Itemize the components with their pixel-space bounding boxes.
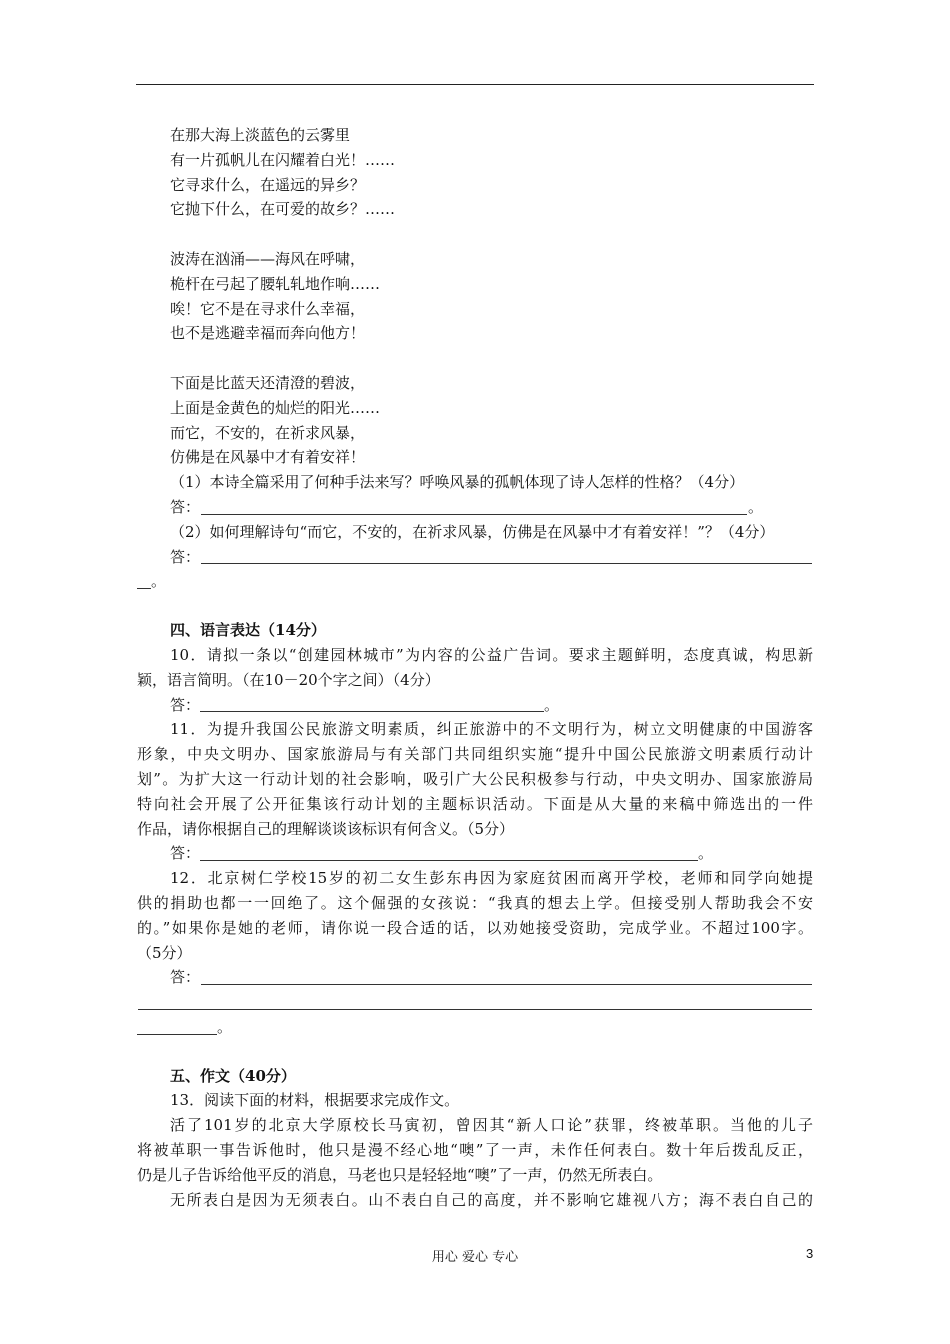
material-text: 仍是儿子告诉给他平反的消息，马老也只是轻轻地“噢”了一声，仍然无所表白。	[137, 1165, 663, 1184]
q10-text: 颖，语言简明。（在10－20个字之间）（4分）	[137, 670, 440, 689]
question-2-answer-cont	[137, 569, 813, 594]
q12-answer-cont	[137, 1015, 813, 1040]
question-2-text: （2）如何理解诗句“而它，不安的，在祈求风暴，仿佛是在风暴中才有着安祥！”？（4分）	[170, 522, 775, 541]
answer-end: 。	[698, 844, 714, 863]
material-text: 无所表白是因为无须表白。山不表白自己的高度，并不影响它雄视八方；海不表白自己的	[170, 1190, 813, 1209]
footer-text: 用心 爱心 专心	[431, 1250, 519, 1265]
answer-label: 答：	[170, 844, 201, 863]
q12-text: 12．北京树仁学校15岁的初二女生彭东冉因为家庭贫困而离开学校，老师和同学向她提	[170, 869, 813, 888]
poem-line: 而它，不安的，在祈求风暴，	[170, 423, 366, 442]
q12-answer	[137, 965, 813, 990]
poem-line: 有一片孤帆儿在闪耀着白光！……	[170, 150, 396, 169]
answer-end: 。	[151, 572, 167, 591]
poem-line: 桅杆在弓起了腰轧轧地作响……	[170, 274, 381, 293]
poem-line: 仿佛是在风暴中才有着安祥！	[170, 448, 366, 467]
q12-answer-cont	[137, 990, 813, 1015]
answer-end: 。	[544, 695, 560, 714]
q13-text: 13．阅读下面的材料，根据要求完成作文。	[170, 1091, 460, 1110]
answer-blank[interactable]	[201, 498, 747, 515]
poem-line: 唉！它不是在寻求什么幸福，	[170, 299, 366, 318]
answer-label: 答：	[170, 497, 201, 516]
q11-text: 形象，中央文明办、国家旅游局与有关部门共同组织实施“提升中国公民旅游文明素质行动计	[137, 745, 813, 764]
answer-blank[interactable]	[200, 695, 544, 712]
question-1-text: （1）本诗全篇采用了何种手法来写？呼唤风暴的孤帆体现了诗人怎样的性格？（4分）	[170, 473, 745, 492]
q10-text: 10．请拟一条以“创建园林城市”为内容的公益广告词。要求主题鲜明，态度真诚，构思新	[170, 645, 813, 664]
poem-line: 它抛下什么，在可爱的故乡？……	[170, 200, 396, 219]
q12-text: 的。”如果你是她的老师，请你说一段合适的话，以劝她接受资助，完成学业。不超过100字。	[137, 918, 813, 937]
q12-text: （5分）	[137, 943, 192, 962]
material-text: 活了101岁的北京大学原校长马寅初，曾因其“新人口论”获罪，终被革职。当他的儿子	[170, 1116, 813, 1135]
question-1-answer	[137, 495, 813, 520]
answer-end: 。	[217, 1017, 233, 1036]
answer-label: 答：	[170, 968, 201, 987]
question-2-answer	[137, 545, 813, 570]
q12-text: 供的捐助也都一一回绝了。这个倔强的女孩说：“我真的想去上学。但接受别人帮助我会不安	[137, 893, 813, 912]
section-5-title: 五、作文（40分）	[170, 1066, 296, 1085]
answer-blank[interactable]	[201, 968, 812, 985]
answer-blank[interactable]	[138, 993, 812, 1010]
poem-line: 下面是比蓝天还清澄的碧波，	[170, 373, 366, 392]
q11-text: 特向社会开展了公开征集该行动计划的主题标识活动。下面是从大量的来稿中筛选出的一件	[137, 794, 813, 813]
q11-text: 11．为提升我国公民旅游文明素质，纠正旅游中的不文明行为，树立文明健康的中国游客	[170, 720, 813, 739]
q11-text: 作品，请你根据自己的理解谈谈该标识有何含义。（5分）	[137, 819, 515, 838]
header-rule	[136, 84, 814, 85]
material-text: 将被革职一事告诉他时，他只是漫不经心地“噢”了一声，未作任何表白。数十年后拨乱反正，	[137, 1141, 813, 1160]
answer-blank[interactable]	[201, 547, 812, 564]
answer-label: 答：	[170, 695, 201, 714]
poem-line: 也不是逃避幸福而奔向他方！	[170, 324, 366, 343]
poem-line: 波涛在汹涌——海风在呼啸，	[170, 249, 366, 268]
q11-answer	[137, 841, 813, 866]
answer-label: 答：	[170, 547, 201, 566]
poem-line: 它寻求什么，在遥远的异乡？	[170, 175, 366, 194]
answer-end: 。	[747, 497, 763, 516]
page-number: 3	[806, 1246, 814, 1261]
section-4-title: 四、语言表达（14分）	[170, 621, 326, 640]
poem-line: 在那大海上淡蓝色的云雾里	[170, 126, 351, 144]
q11-text: 划”。为扩大这一行动计划的社会影响，吸引广大公民积极参与行动，中央文明办、国家旅游局	[137, 769, 813, 788]
answer-blank[interactable]	[137, 1018, 217, 1035]
poem-line: 上面是金黄色的灿烂的阳光……	[170, 398, 381, 417]
answer-blank[interactable]	[200, 844, 698, 861]
q10-answer	[137, 693, 813, 718]
page-content	[137, 123, 813, 1212]
answer-blank[interactable]	[137, 572, 151, 589]
